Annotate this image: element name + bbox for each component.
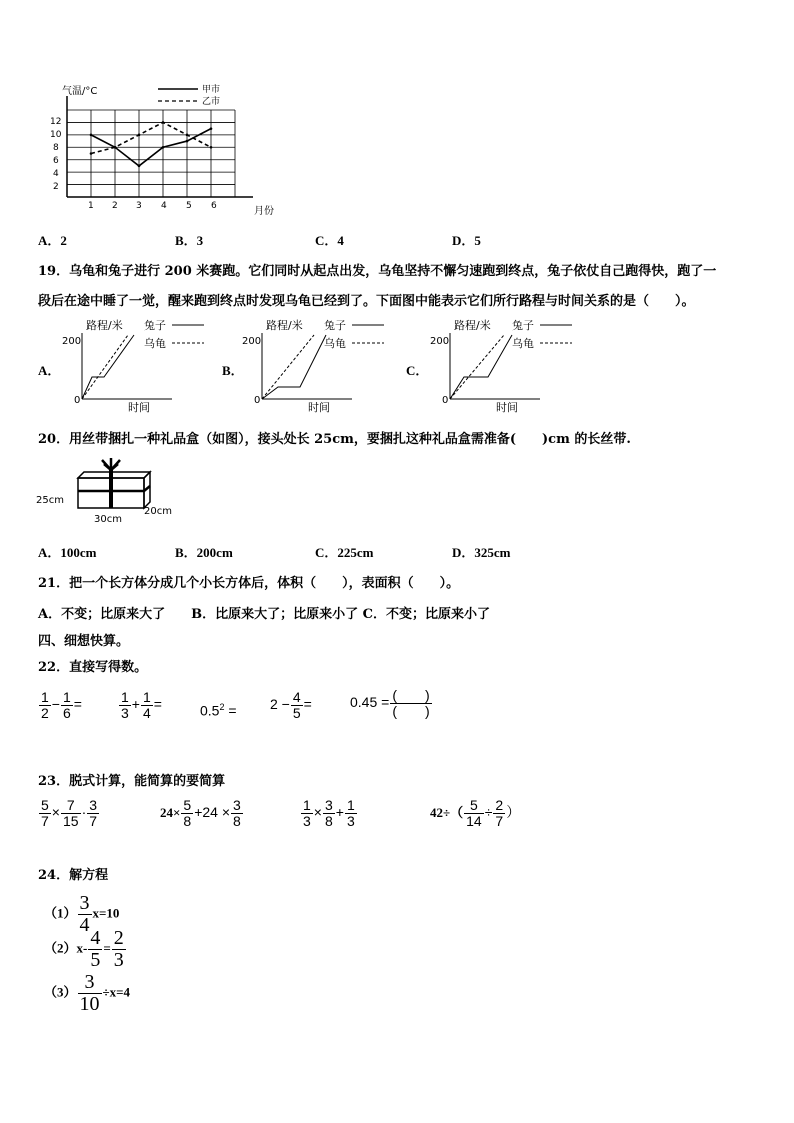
option-a[interactable]: A．2	[38, 233, 67, 248]
graph-a-ylabel: 路程/米	[86, 319, 123, 332]
q22-item-b: $\frac{1}{3}$ + $\frac{1}{4}$ =	[121, 689, 162, 721]
graph-a-origin: 0	[74, 395, 81, 406]
q19-option-c-label[interactable]: C．	[406, 363, 429, 378]
gift-box-figure	[36, 458, 196, 528]
graph-b-rabbit-line	[262, 335, 326, 399]
graph-b-xlabel: 时间	[308, 401, 330, 414]
chart-y-axis-label: 气温/°C	[62, 86, 98, 97]
q23-item-a: $\frac{5}{7}$ × $\frac{7}{15}$ · $\frac{3}{7}$	[41, 797, 98, 829]
series-2-point	[90, 152, 93, 155]
y-tick-label: 6	[53, 156, 59, 166]
series-1-point	[210, 127, 213, 130]
q23-item-b: 24× $\frac{5}{8}$ +24 × $\frac{3}{8}$	[160, 797, 241, 829]
ribbon-bow-icon	[102, 458, 120, 470]
x-tick-label: 5	[186, 201, 192, 211]
dim-height-label: 25cm	[36, 495, 64, 506]
q22-title: 22．直接写得数。	[38, 660, 148, 675]
y-tick-label: 8	[53, 143, 59, 153]
graph-b-legend-rabbit: 兔子	[324, 319, 346, 332]
temperature-line-chart	[40, 80, 300, 220]
option-b[interactable]: B．3	[175, 233, 204, 248]
q24-equation-3: （3） $\frac{3}{10}$ ÷x=4	[44, 971, 131, 1015]
x-tick-label: 2	[112, 201, 118, 211]
series-2-point	[162, 121, 165, 124]
graph-c-turtle-line	[450, 335, 504, 399]
graph-b-ylabel: 路程/米	[266, 319, 303, 332]
graph-c-legend-rabbit: 兔子	[512, 319, 534, 332]
y-tick-label: 2	[53, 182, 59, 192]
graph-c-ylabel: 路程/米	[454, 319, 491, 332]
q22-item-c: $0.5^2$ =	[200, 702, 237, 719]
q20-text: 20．用丝带捆扎一种礼品盒（如图），接头处长 25cm，要捆扎这种礼品盒需准备( )cm 的长丝带.	[38, 432, 631, 447]
q19-graph-b	[242, 315, 387, 415]
series-1-point	[162, 146, 165, 149]
option-d[interactable]: D．325cm	[452, 545, 511, 560]
graph-c-rabbit-line	[450, 335, 512, 399]
dim-length-label: 30cm	[94, 514, 122, 525]
series-1-point	[138, 165, 141, 168]
graph-b-turtle-line	[262, 335, 314, 399]
graph-a-legend-rabbit: 兔子	[144, 319, 166, 332]
q19-option-b-label[interactable]: B．	[222, 363, 244, 378]
series-2-point	[114, 146, 117, 149]
q19-text-line1: 19．乌龟和兔子进行 200 米赛跑。它们同时从起点出发，乌龟坚持不懈匀速跑到终点，兔子依仗自己跑得快，跑了一	[38, 264, 717, 279]
q21-text: 21．把一个长方体分成几个小长方体后，体积（ ），表面积（ ）。	[38, 576, 460, 591]
series-line-2	[91, 122, 211, 153]
chart-x-tick-labels	[88, 201, 217, 211]
chart-x-axis-label: 月份	[254, 206, 274, 217]
dim-width-label: 20cm	[144, 506, 172, 517]
graph-b-ymax: 200	[242, 336, 262, 347]
graph-a-turtle-line	[82, 335, 128, 399]
option-c[interactable]: C．4	[315, 233, 344, 248]
q22-item-a: $\frac{1}{2}$ − $\frac{1}{6}$ =	[41, 689, 82, 721]
graph-b-origin: 0	[254, 395, 261, 406]
graph-a-xlabel: 时间	[128, 401, 150, 414]
graph-c-origin: 0	[442, 395, 449, 406]
q23-title: 23．脱式计算，能简算的要简算	[38, 774, 226, 789]
legend-series-2: 乙市	[202, 97, 221, 107]
q19-text-line2: 段后在途中睡了一觉，醒来跑到终点时发现乌龟已经到了。下面图中能表示它们所行路程与时间关系的是（ ）。	[38, 294, 695, 309]
x-tick-label: 1	[88, 201, 94, 211]
chart-series	[90, 121, 213, 167]
q24-title: 24．解方程	[38, 868, 109, 883]
graph-a-rabbit-line	[82, 335, 134, 399]
series-1-point	[90, 134, 93, 137]
graph-c-xlabel: 时间	[496, 401, 518, 414]
q19-option-a-label[interactable]: A．	[38, 363, 61, 378]
chart-grid	[67, 96, 253, 197]
series-2-point	[138, 134, 141, 137]
q21-options[interactable]: A．不变；比原来大了 B．比原来大了；比原来小了 C．不变；比原来小了	[38, 607, 490, 622]
series-1-point	[186, 140, 189, 143]
option-d[interactable]: D．5	[452, 233, 481, 248]
graph-b-legend-turtle: 乌龟	[324, 337, 346, 350]
q24-equation-1: （1） $\frac{3}{4}$ x=10	[44, 892, 120, 936]
y-tick-label: 12	[50, 117, 62, 127]
series-2-point	[210, 146, 213, 149]
graph-c-legend-turtle: 乌龟	[512, 337, 534, 350]
y-tick-label: 4	[53, 169, 59, 179]
legend-series-1: 甲市	[202, 85, 221, 95]
x-tick-label: 6	[211, 201, 217, 211]
x-tick-label: 3	[136, 201, 142, 211]
q22-item-d: 2 − $\frac{4}{5}$ =	[270, 689, 312, 721]
graph-a-legend-turtle: 乌龟	[144, 337, 166, 350]
option-b[interactable]: B．200cm	[175, 545, 233, 560]
chart-y-tick-labels	[50, 117, 62, 192]
series-2-point	[186, 134, 189, 137]
q24-equation-2: （2）x- $\frac{4}{5}$ = $\frac{2}{3}$	[44, 927, 124, 971]
q22-item-e: 0.45 = $\frac{( )}{( )}$	[350, 687, 430, 719]
x-tick-label: 4	[161, 201, 167, 211]
q19-graph-c	[430, 315, 575, 415]
box-top	[78, 472, 150, 478]
q19-graph-a	[62, 315, 207, 415]
q23-item-d: 42÷（ $\frac{5}{14}$ ÷ $\frac{2}{7}$ ）	[430, 797, 521, 829]
y-tick-label: 10	[50, 130, 62, 140]
q23-item-c: $\frac{1}{3}$ × $\frac{3}{8}$ + $\frac{1}{3}$	[303, 797, 355, 829]
option-a[interactable]: A．100cm	[38, 545, 97, 560]
graph-a-ymax: 200	[62, 336, 82, 347]
section-heading: 四、细想快算。	[38, 634, 130, 649]
graph-c-ymax: 200	[430, 336, 450, 347]
option-c[interactable]: C．225cm	[315, 545, 374, 560]
chart-legend	[158, 83, 220, 107]
